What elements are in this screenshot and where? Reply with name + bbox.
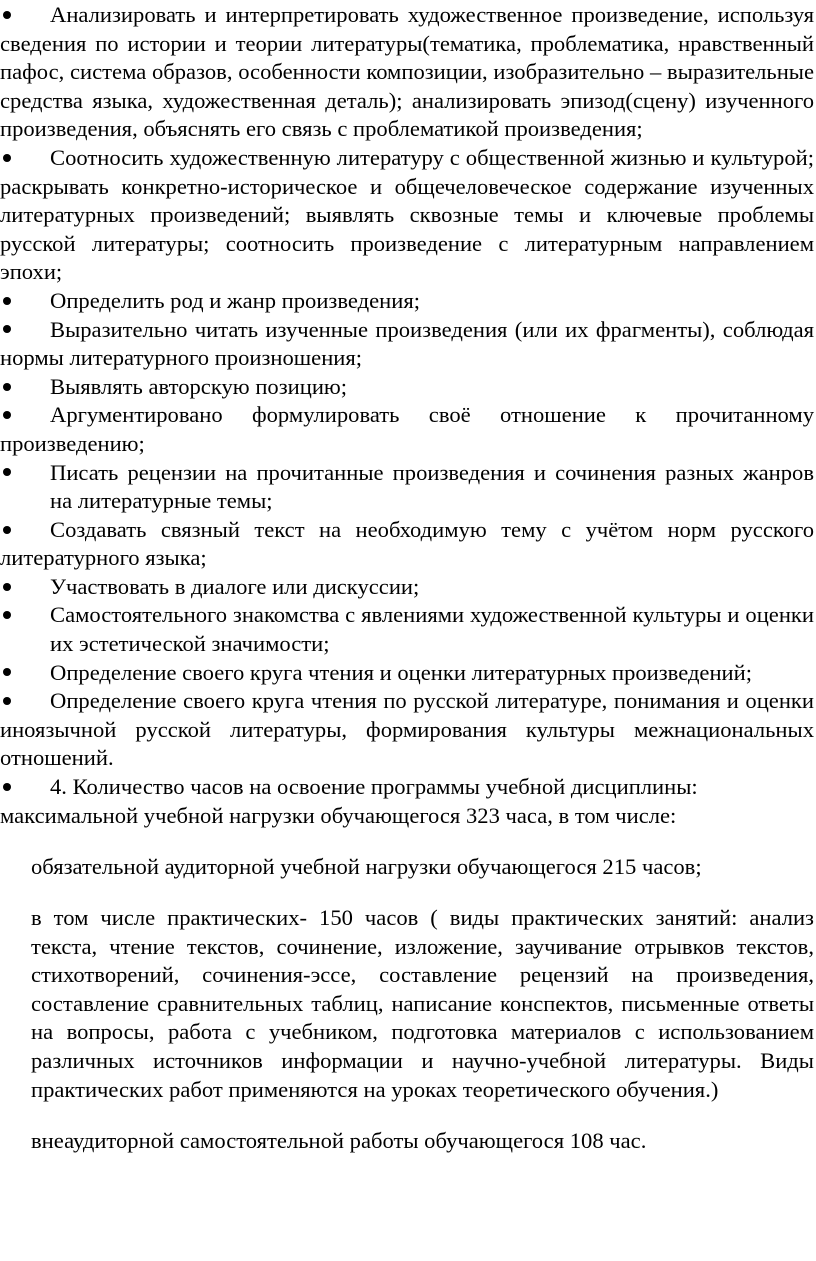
- list-item-text: Анализировать и интерпретировать художественное произведение, используя сведения по истории и теории литературы(тематика, проблематика, нравственный пафос, система образов, особенности композиции, изобразительно – выразительные средства языка, художественная деталь); анализировать эпизод(сцену) изученного произведения, объяснять его связь с проблематикой произведения;: [0, 2, 814, 142]
- bullet-icon: [0, 516, 50, 545]
- list-item: [0, 687, 814, 773]
- list-item-text: Создавать связный текст на необходимую тему с учётом норм русского литературного языка;: [0, 516, 814, 571]
- bullet-icon: [0, 401, 50, 430]
- list-item-text: Определить род и жанр произведения;: [50, 287, 420, 313]
- list-item: [0, 601, 814, 658]
- bullet-icon: [0, 459, 50, 488]
- list-item: [0, 1, 814, 144]
- list-item: [0, 573, 814, 602]
- bullet-icon: [0, 373, 50, 402]
- list-item: [0, 316, 814, 373]
- list-item-text: Аргументировано формулировать своё отношение к прочитанному произведению;: [0, 402, 814, 456]
- list-item-text: Выразительно читать изученные произведения (или их фрагменты), соблюдая нормы литературного произношения;: [0, 316, 814, 371]
- bullet-icon: [0, 144, 50, 173]
- section-heading-text: 4. Количество часов на освоение программы учебной дисциплины:: [50, 774, 698, 800]
- max-load-line: максимальной учебной нагрузки обучающегося 323 часа, в том числе:: [0, 802, 677, 828]
- list-item-text: Выявлять авторскую позицию;: [50, 373, 348, 399]
- bullet-icon: [0, 687, 50, 716]
- bullet-icon: [0, 1, 50, 30]
- list-item: [0, 659, 814, 688]
- list-item-text: Определение своего круга чтения и оценки литературных произведений;: [50, 659, 753, 685]
- list-item-text: Определение своего круга чтения по русской литературе, понимания и оценки иноязычной русской литературы, формирования культуры межнациональных отношений.: [0, 688, 814, 771]
- bullet-icon: [0, 773, 50, 802]
- bullet-icon: [0, 287, 50, 316]
- document-body: [0, 1, 814, 1178]
- list-item: [0, 516, 814, 573]
- list-item-text: Участвовать в диалоге или дискуссии;: [50, 573, 420, 599]
- list-item: [0, 459, 814, 516]
- list-item: [0, 373, 814, 402]
- bullet-icon: [0, 316, 50, 345]
- list-item: [0, 401, 814, 458]
- list-item-text: Писать рецензии на прочитанные произведения и сочинения разных жанров на литературные темы;: [50, 459, 814, 514]
- bullet-icon: [0, 573, 50, 602]
- list-item: [0, 144, 814, 287]
- list-item-text: Соотносить художественную литературу с общественной жизнью и культурой; раскрывать конкретно-историческое и общечеловеческое содержание изученных литературных произведений; выявлять сквозные темы и ключевые проблемы русской литературы; соотносить произведение с литературным направлением эпохи;: [0, 144, 814, 285]
- bullet-icon: [0, 601, 50, 630]
- independent-work-line: внеаудиторной самостоятельной работы обучающегося 108 час.: [31, 1127, 647, 1153]
- bullet-icon: [0, 659, 50, 688]
- section-heading: [0, 773, 814, 802]
- list-item: [0, 287, 814, 316]
- practical-hours-paragraph: в том числе практических- 150 часов ( виды практических занятий: анализ текста, чтение текстов, сочинение, изложение, заучивание отрывков текстов, стихотворений, сочинения-эссе, составление рецензий на произведения, составление сравнительных таблиц, написание конспектов, письменные ответы на вопросы, работа с учебником, подготовка материалов с использованием различных источников информации и научно-учебной литературы. Виды практических работ применяются на уроках теоретического обучения.): [31, 905, 814, 1102]
- list-item-text: Самостоятельного знакомства с явлениями художественной культуры и оценки их эстетической значимости;: [50, 602, 814, 657]
- auditory-load-line: обязательной аудиторной учебной нагрузки обучающегося 215 часов;: [31, 853, 702, 879]
